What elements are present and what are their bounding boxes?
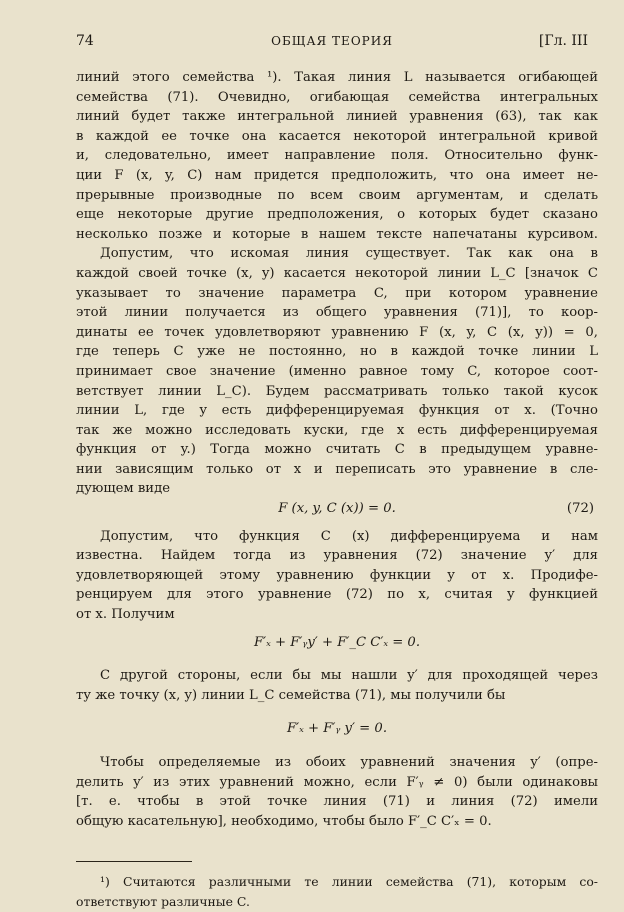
text-line: Допустим, что функция C (x) дифференцируема и нам — [100, 528, 598, 544]
paragraph-5 — [76, 753, 598, 831]
text-line: ренцируем для этого уравнение (72) по x, считая y функцией — [76, 587, 598, 603]
equation-number: (72) — [566, 501, 594, 517]
text-line: где теперь C уже не постоянно, но в каждой точке линии L — [76, 344, 598, 360]
paragraph-2 — [76, 244, 598, 499]
text-line: семейства (71). Очевидно, огибающая семейства интегральных — [76, 89, 598, 105]
equation-text: F (x, y, C (x)) = 0. — [278, 501, 396, 517]
text-line: известна. Найдем тогда из уравнения (72) значение y′ для — [76, 548, 598, 564]
text-line: указывает то значение параметра C, при котором уравнение — [76, 285, 598, 301]
text-line: Допустим, что искомая линия существует. Так как она в — [100, 246, 598, 262]
derivative-equation: F′ₓ + F′ᵧy′ + F′_C C′ₓ = 0. — [253, 634, 421, 650]
text-line: прерывные производные по всем своим аргументам, и сделать — [76, 187, 598, 203]
text-line: линий будет также интегральной линией уравнения (63), так как — [76, 109, 598, 125]
text-line: ции F (x, y, C) нам придется предположить, что она имеет не- — [76, 167, 598, 183]
paragraph-4 — [76, 666, 598, 705]
text-line: удовлетворяющей этому уравнению функции y от x. Продифе- — [76, 567, 598, 583]
text-line: этой линии получается из общего уравнения (71)], то коор- — [76, 305, 598, 321]
text-line: общую касательную], необходимо, чтобы было F′_C C′ₓ = 0. — [76, 813, 492, 829]
text-line: так же можно исследовать куски, где x есть дифференцируемая — [76, 422, 598, 438]
footnote-line: ответствуют различные C. — [76, 893, 250, 909]
text-line: в каждой ее точке она касается некоторой интегральной кривой — [76, 128, 598, 144]
page-body — [76, 68, 598, 912]
text-line: делить y′ из этих уравнений можно, если F′ᵧ ≠ 0) были одинаковы — [76, 774, 598, 790]
paragraph-3 — [76, 527, 598, 625]
footnote-line: ¹) Считаются различными те линии семейства (71), которым со- — [100, 874, 598, 890]
text-line: нии зависящим только от x и переписать это уравнение в сле- — [76, 461, 598, 477]
text-line: еще некоторые другие предположения, о которых будет сказано — [76, 207, 598, 223]
family-derivative-equation: F′ₓ + F′ᵧ y′ = 0. — [286, 721, 388, 737]
running-header — [76, 33, 588, 53]
text-line: дующем виде — [76, 481, 171, 497]
chapter-marker: [Гл. III — [538, 33, 588, 49]
text-line: динаты ее точек удовлетворяют уравнению F (x, y, C (x, y)) = 0, — [76, 324, 598, 340]
text-line: каждой своей точке (x, y) касается некоторой линии L_C [значок C — [76, 265, 598, 281]
equation-72 — [76, 499, 598, 519]
running-title: ОБЩАЯ ТЕОРИЯ — [271, 34, 393, 48]
footnote — [76, 872, 598, 911]
text-line: [т. е. чтобы в этой точке линия (71) и линия (72) имели — [76, 794, 598, 810]
text-line: функция от y.) Тогда можно считать C в предыдущем уравне- — [76, 442, 598, 458]
text-line: ту же точку (x, y) линии L_C семейства (71), мы получили бы — [76, 687, 506, 703]
text-line: от x. Получим — [76, 607, 175, 623]
text-line: Чтобы определяемые из обоих уравнений значения y′ (опре- — [100, 755, 598, 770]
page-number: 74 — [76, 33, 94, 49]
text-line: линий этого семейства ¹). Такая линия L называется огибающей — [76, 70, 598, 85]
footnote-rule — [76, 861, 192, 862]
text-line: ветствует линии L_C). Будем рассматривать только такой кусок — [76, 383, 598, 399]
text-line: и, следовательно, имеет направление поля. Относительно функ- — [76, 148, 598, 164]
text-line: несколько позже и которые в нашем тексте напечатаны курсивом. — [76, 226, 598, 242]
paragraph-1 — [76, 68, 598, 244]
text-line: принимает свое значение (именно равное тому C, которое соот- — [76, 363, 598, 379]
text-line: линии L, где y есть дифференцируемая функция от x. (Точно — [76, 403, 598, 419]
text-line: С другой стороны, если бы мы нашли y′ для проходящей через — [100, 668, 598, 684]
